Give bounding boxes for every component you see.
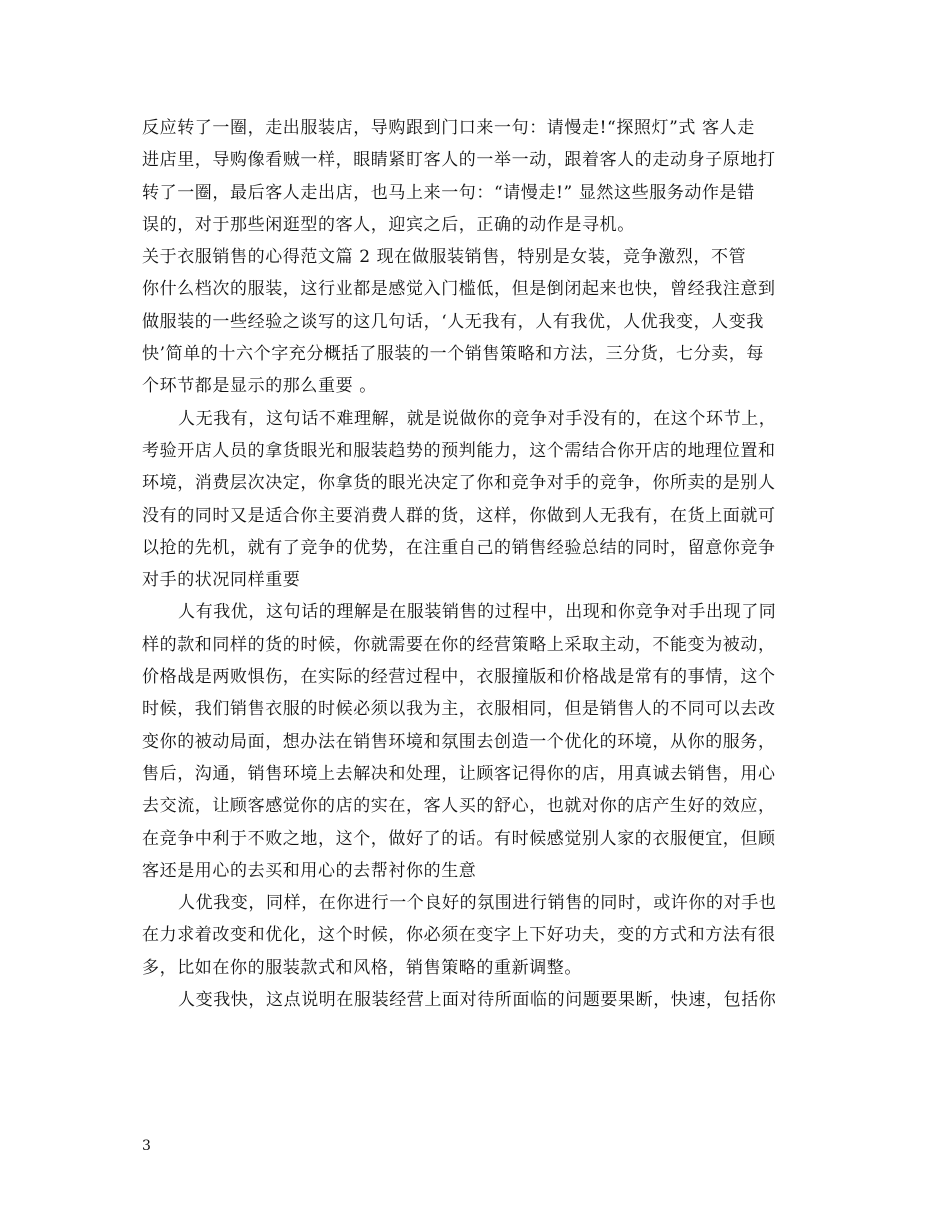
text-line: 人变我快，这点说明在服装经营上面对待所面临的问题要果断，快速，包括你 (178, 990, 777, 1011)
text-line: 价格战是两败惧伤，在实际的经营过程中，衣服撞版和价格战是常有的事情，这个 (142, 667, 776, 688)
paragraph-continuation (142, 112, 812, 241)
page-number: 3 (142, 1138, 151, 1154)
text-line: 在竞争中利于不败之地，这个，做好了的话。有时候感觉别人家的衣服便宜，但顾 (142, 828, 776, 849)
text-line: 误的，对于那些闲逛型的客人，迎宾之后，正确的动作是寻机。 (142, 214, 635, 235)
paragraph-ren-wu-wo-you (142, 403, 812, 597)
text-line: 反应转了一圈，走出服装店，导购跟到门口来一句：请慢走!“探照灯”式 客人走 (142, 118, 755, 138)
text-line: 进店里，导购像看贼一样，眼睛紧盯客人的一举一动，跟着客人的走动身子原地打 (142, 150, 776, 171)
paragraph-ren-you-wo-bian (142, 887, 812, 984)
text-line: 环境，消费层次决定，你拿货的眼光决定了你和竞争对手的竞争，你所卖的是别人 (142, 473, 776, 494)
text-line: 你什么档次的服装，这行业都是感觉入门槛低，但是倒闭起来也快，曾经我注意到 (142, 279, 776, 300)
text-line: 售后，沟通，销售环境上去解决和处理，让顾客记得你的店，用真诚去销售，用心 (142, 763, 776, 784)
text-line: 没有的同时又是适合你主要消费人群的货，这样，你做到人无我有，在货上面就可 (142, 505, 776, 526)
text-line: 人优我变，同样，在你进行一个良好的氛围进行销售的同时，或许你的对手也 (178, 893, 777, 914)
paragraph-article-2-intro (142, 241, 812, 402)
text-line: 以抢的先机，就有了竞争的优势，在注重自己的销售经验总结的同时，留意你竞争 (142, 537, 776, 558)
text-line: 去交流，让顾客感觉你的店的实在，客人买的舒心，也就对你的店产生好的效应， (142, 796, 776, 817)
text-line: 时候，我们销售衣服的时候必须以我为主，衣服相同，但是销售人的不同可以去改 (142, 699, 776, 720)
paragraph-ren-you-wo-you (142, 596, 812, 887)
text-line: 做服装的一些经验之谈写的这几句话，‘人无我有，人有我优，人优我变，人变我 (142, 311, 765, 332)
text-line: 在力求着改变和优化，这个时候，你必须在变字上下好功夫，变的方式和方法有很 (142, 925, 776, 946)
paragraph-ren-bian-wo-kuai (142, 984, 812, 1016)
body-text (142, 112, 812, 1016)
text-line: 考验开店人员的拿货眼光和服装趋势的预判能力，这个需结合你开店的地理位置和 (142, 440, 776, 461)
text-line: 关于衣服销售的心得范文篇 2 现在做服装销售，特别是女装，竞争激烈，不管 (142, 247, 747, 268)
text-line: 客还是用心的去买和用心的去帮衬你的生意 (142, 860, 477, 881)
text-line: 个环节都是显示的那么重要 。 (142, 376, 377, 397)
text-line: 样的款和同样的货的时候，你就需要在你的经营策略上采取主动，不能变为被动， (142, 634, 776, 655)
text-line: 变你的被动局面，想办法在销售环境和氛围去创造一个优化的环境，从你的服务， (142, 731, 776, 752)
text-line: 快’简单的十六个字充分概括了服装的一个销售策略和方法，三分货，七分卖，每 (142, 344, 765, 365)
text-line: 转了一圈，最后客人走出店，也马上来一句：“请慢走!” 显然这些服务动作是错 (142, 182, 755, 203)
text-line: 人有我优，这句话的理解是在服装销售的过程中，出现和你竞争对手出现了同 (178, 602, 777, 623)
text-line: 多，比如在你的服装款式和风格，销售策略的重新调整。 (142, 957, 582, 978)
text-line: 人无我有，这句话不难理解，就是说做你的竞争对手没有的，在这个环节上， (178, 408, 777, 429)
text-line: 对手的状况同样重要 (142, 570, 301, 591)
